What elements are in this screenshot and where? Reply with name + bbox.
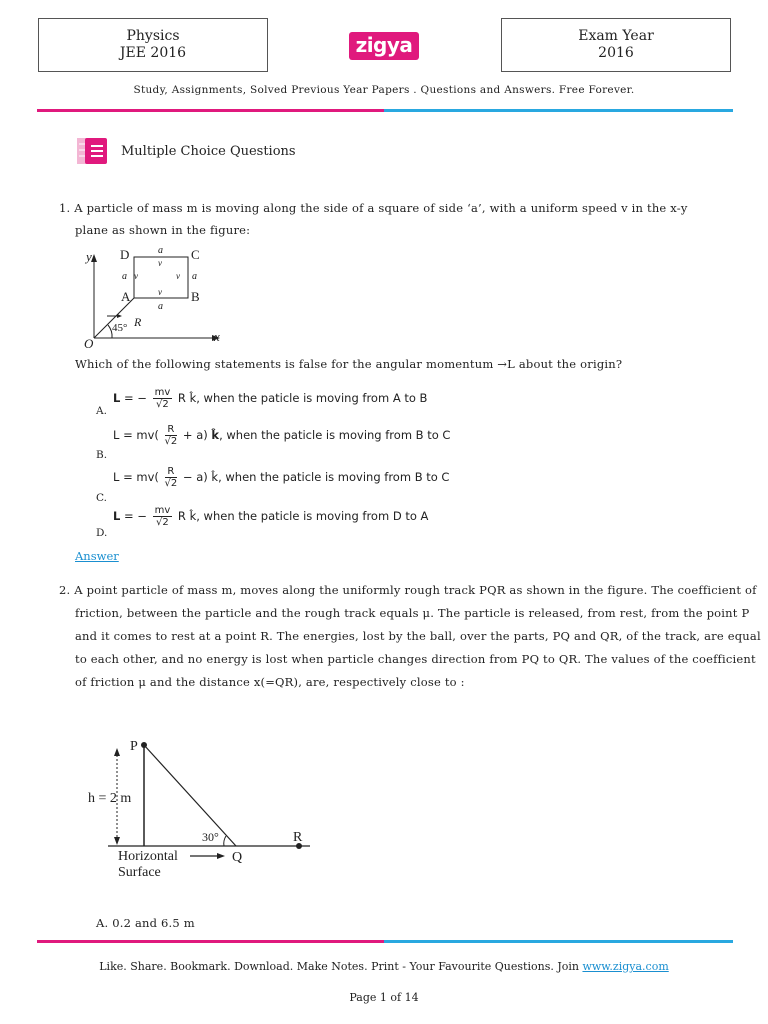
tagline: Study, Assignments, Solved Previous Year Papers . Questions and Answers. Free Forever. — [133, 84, 635, 96]
fig-r-label: R — [293, 830, 303, 845]
section-title: Multiple Choice Questions — [121, 144, 296, 159]
header-year: 2016 — [598, 45, 634, 61]
q1-option-b-letter: B. — [96, 449, 108, 461]
q1-answer-link[interactable]: Answer — [75, 549, 119, 563]
footer-text: Like. Share. Bookmark. Download. Make Notes. Print - Your Favourite Questions. Join www.zigya.com — [99, 960, 669, 973]
svg-text:v: v — [176, 271, 180, 281]
svg-text:v: v — [158, 287, 162, 297]
q1-option-d-letter: D. — [96, 527, 108, 539]
svg-text:v: v — [158, 258, 162, 268]
q1-option-d[interactable]: L = − $\frac{mv}{√2}$ R k̂, when the paticle is moving from D to A — [113, 505, 429, 528]
svg-text:a: a — [192, 271, 197, 282]
q2-line3: and it comes to rest at a point R. The energies, lost by the ball, over the parts, PQ and QR, of the track, are equal — [75, 629, 761, 643]
q1-question: Which of the following statements is false for the angular momentum →L about the origin? — [75, 357, 623, 371]
fig-c-label: C — [191, 247, 200, 262]
fig-y-label: y — [86, 249, 92, 264]
q1-square-figure — [82, 242, 232, 350]
fig-horizontal-label: Horizontal — [118, 849, 178, 864]
fig-surface-label: Surface — [118, 865, 161, 880]
q2-line4: to each other, and no energy is lost when particle changes direction from PQ to QR. The values of the coefficient — [75, 652, 756, 666]
fig-r-label: R — [134, 315, 142, 329]
svg-text:v: v — [134, 271, 138, 281]
svg-text:a: a — [158, 301, 163, 312]
q1-option-b[interactable]: L = mv( $\frac{R}{√2}$ + a) k̂, when the paticle is moving from B to C — [113, 424, 451, 447]
q2-option-a[interactable]: A. 0.2 and 6.5 m — [96, 916, 195, 930]
top-divider — [37, 109, 733, 112]
q1-line2: plane as shown in the figure: — [75, 223, 251, 237]
header-year-box — [501, 18, 731, 72]
book-icon — [73, 136, 109, 168]
fig-a-label: A — [121, 289, 131, 304]
fig-h-label: h = 2 m — [88, 791, 132, 806]
q1-line1: 1. A particle of mass m is moving along the side of a square of side ‘a’, with a uniform speed v in the x-y — [59, 201, 688, 215]
fig-x-label: x — [214, 329, 220, 344]
q2-track-figure — [84, 733, 314, 883]
page-number: Page 1 of 14 — [349, 991, 419, 1004]
fig-b-label: B — [191, 289, 200, 304]
zigya-link[interactable]: www.zigya.com — [582, 960, 669, 973]
svg-text:a: a — [122, 271, 127, 282]
header-subject-box — [38, 18, 268, 72]
fig-angle-label: 45° — [112, 322, 128, 334]
q1-option-a-letter: A. — [96, 405, 107, 417]
q1-option-c[interactable]: L = mv( $\frac{R}{√2}$ − a) k̂, when the paticle is moving from B to C — [113, 466, 450, 489]
fig-angle-label: 30° — [202, 830, 219, 844]
fig-o-label: O — [84, 336, 94, 350]
svg-text:a: a — [158, 245, 163, 256]
q2-line5: of friction μ and the distance x(=QR), are, respectively close to : — [75, 675, 465, 689]
fig-d-label: D — [120, 247, 130, 262]
zigya-logo[interactable]: zigya — [349, 32, 419, 60]
header-subject: Physics — [126, 28, 180, 44]
q1-option-a[interactable]: L = − $\frac{mv}{√2}$ R k̂, when the paticle is moving from A to B — [113, 387, 428, 410]
q2-line2: friction, between the particle and the rough track equals μ. The particle is released, from rest, from the point P — [75, 606, 750, 620]
q1-option-c-letter: C. — [96, 492, 107, 504]
fig-p-label: P — [130, 739, 138, 754]
fig-q-label: Q — [232, 850, 243, 865]
header-exam: JEE 2016 — [119, 45, 187, 61]
bottom-divider — [37, 940, 733, 943]
header-year-label: Exam Year — [578, 28, 654, 44]
q2-line1: 2. A point particle of mass m, moves along the uniformly rough track PQR as shown in the figure. The coefficient of — [59, 583, 757, 597]
